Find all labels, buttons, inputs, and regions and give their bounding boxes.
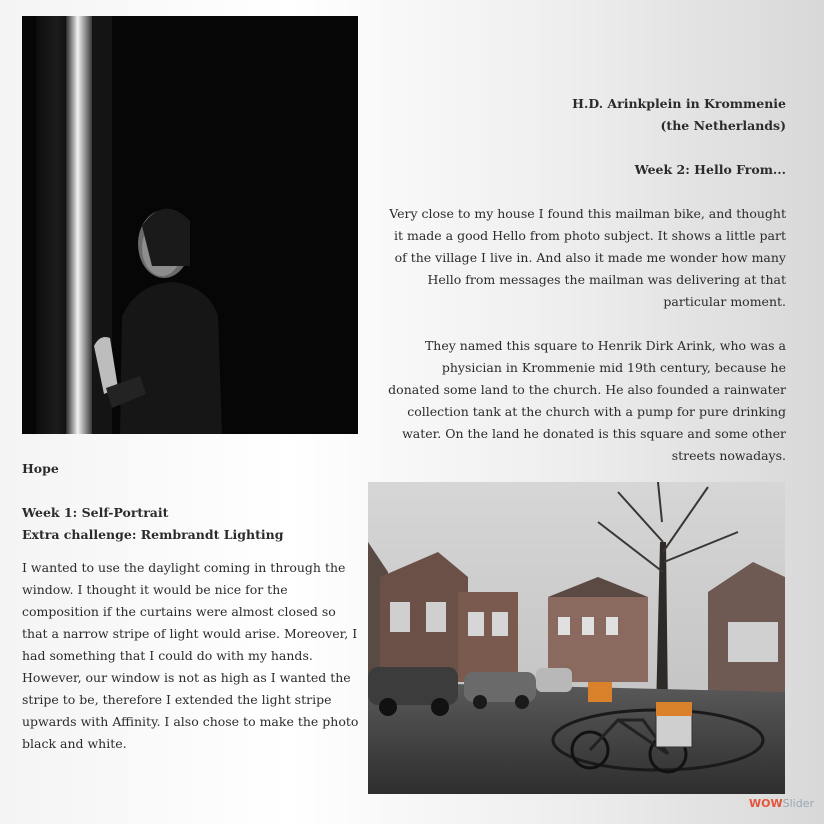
watermark-slider: Slider [782,797,814,810]
location-line-1: H.D. Arinkplein in Krommenie [572,96,786,111]
location-line-2: (the Netherlands) [660,118,786,133]
self-portrait-photo [22,16,358,434]
self-portrait-paragraph: I wanted to use the daylight coming in through the window. I thought it would be nice for the composition if the curtains were almost closed so that a narrow stripe of light would arise. Moreover, I had something that I could do with my hands. However, our window is not as high as I wanted the stripe to be, therefore I extended the light stripe upwards with Affinity. I also chose to make the photo black and white. [22,560,359,751]
self-portrait-text-block [22,458,360,755]
week-2-heading: Week 2: Hello From... [634,162,786,177]
extra-challenge-heading: Extra challenge: Rembrandt Lighting [22,527,284,542]
self-portrait-image [22,16,358,434]
hello-from-text-block [388,93,786,467]
week-1-heading: Week 1: Self-Portrait [22,505,169,520]
hello-from-paragraph-2: They named this square to Henrik Dirk Arink, who was a physician in Krommenie mid 19th century, because he donated some land to the church. He also founded a rainwater collection tank at the church with a pump for pure drinking water. On the land he donated is this square and some other streets nowadays. [388,338,786,463]
mailman-bike-photo [368,482,785,794]
wowslider-watermark[interactable] [749,797,814,810]
hello-from-paragraph-1: Very close to my house I found this mailman bike, and thought it made a good Hello from photo subject. It shows a little part of the village I live in. And also it made me wonder how many Hello from messages the mailman was delivering at that particular moment. [389,206,786,309]
mailman-bike-image [368,482,785,794]
watermark-wow: WOW [749,797,783,810]
hope-title: Hope [22,461,59,476]
